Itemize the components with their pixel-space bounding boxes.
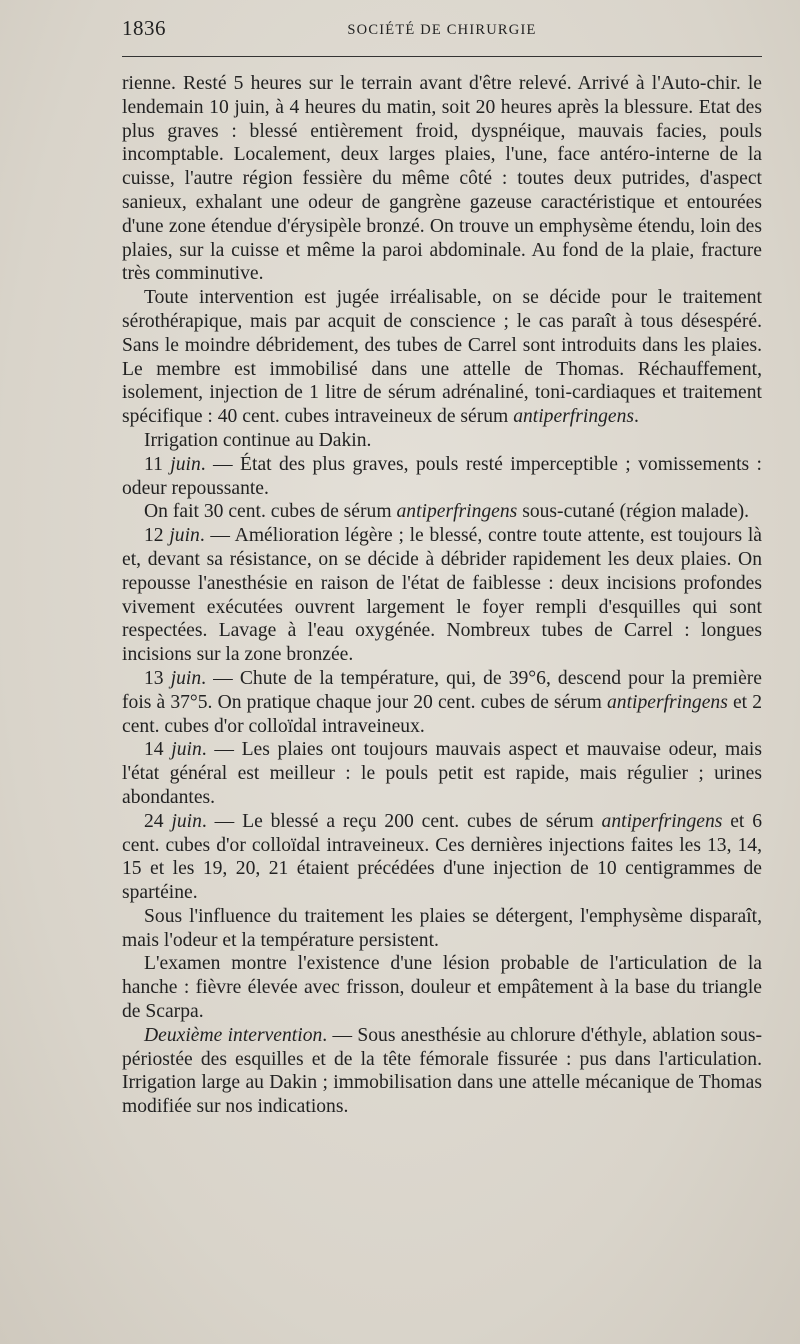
paragraph [122,429,762,453]
page-number: 1836 [122,16,166,40]
paragraph [122,952,762,1023]
text-run: Irrigation continue au Dakin. [144,429,372,451]
text-run: . — Chute de la température, qui, de 39°6, descend pour la première fois à 37°5. On pratique chaque jour 20 cent. cubes de sérum [122,667,762,713]
text-run: sous-cutané (région malade). [517,501,750,523]
italic-text: antiperfringens [607,691,728,713]
text-run: L'examen montre l'existence d'une lésion probable de l'articulation de la hanche : fièvre élevée avec frisson, douleur et empâtement à la base du triangle de Scarpa. [122,953,762,1023]
body-text [122,72,762,1119]
italic-text: antiperfringens [396,501,518,523]
text-run: . — Le blessé a reçu 200 cent. cubes de sérum [201,810,602,832]
header-rule [122,56,762,57]
italic-text: juin [169,525,200,547]
italic-text: juin [170,453,201,475]
text-run: 24 [144,810,172,832]
page-header [122,14,762,48]
text-run: . — Les plaies ont toujours mauvais aspect et mauvaise odeur, mais l'état général est meilleur : le pouls petit est rapide, mais régulier ; urines abondantes. [122,739,762,808]
text-run: 11 [144,453,171,475]
text-run: et 2 cent. cubes d'or colloïdal intraveineux. [122,691,763,737]
italic-text: juin [170,667,202,689]
text-run: et 6 cent. cubes d'or colloïdal intraveineux. Ces dernières injections faites les 13, 14, 15 et les 19, 20, 21 étaient précédées d'une injection de 10 centigrammes de spartéine. [122,810,762,904]
paragraph [122,500,762,524]
text-run: . — État des plus graves, pouls resté imperceptible ; vomissements : odeur repoussante. [122,453,763,499]
paragraph [122,810,762,905]
text-run: 12 [144,525,170,547]
italic-text: juin [171,739,202,761]
paragraph [122,738,762,809]
paragraph [122,905,762,953]
italic-text: antiperfringens [513,406,635,428]
text-run: Sous l'influence du traitement les plaies se détergent, l'emphysème disparaît, mais l'odeur et la température persistent. [122,905,762,951]
italic-text: antiperfringens [601,810,723,832]
paragraph [122,72,762,286]
text-run: . — Sous anesthésie au chlorure d'éthyle, ablation sous-périostée des esquilles et de la tête fémorale fissurée : pus dans l'articulation. Irrigation large au Dakin ; immobilisation dans une attelle mécanique de Thomas modifiée sur nos indications. [122,1024,763,1118]
italic-text: juin [171,810,202,832]
paragraph [122,1024,762,1119]
text-run: Toute intervention est jugée irréalisable, on se décide pour le traitement sérothérapique, mais par acquit de conscience ; le cas paraît à tous désespéré. Sans le moindre débridement, des tubes de Carrel sont introduits dans les plaies. Le membre est immobilisé dans une attelle de Thomas. Réchauffement, isolement, injection de 1 litre de sérum adrénaliné, toni-cardiaques et traitement spécifique : 40 cent. cubes intraveineux de sérum [122,287,762,428]
text-run: 14 [144,739,172,761]
text-run: . [634,406,639,428]
text-run: . — Amélioration légère ; le blessé, contre toute attente, est toujours là et, devant sa résistance, on se décide à débrider rapidement les deux plaies. On repousse l'anesthésie en raison de l'état de faiblesse : deux incisions profondes vivement exécutées ouvrent largement le foyer rempli d'esquilles qui sont respectées. Lavage à l'eau oxygénée. Nombreux tubes de Carrel : longues incisions sur la zone bronzée. [122,525,762,666]
paragraph [122,524,762,667]
paragraph [122,286,762,429]
text-run: rienne. Resté 5 heures sur le terrain avant d'être relevé. Arrivé à l'Auto-chir. le lendemain 10 juin, à 4 heures du matin, soit 20 heures après la blessure. Etat des plus graves : blessé entièrement froid, dyspnéique, mauvais facies, pouls incomptable. Localement, deux larges plaies, l'une, face antéro-interne de la cuisse, l'autre région fessière du même côté : toutes deux putrides, d'aspect sanieux, exhalant une odeur de gangrène gazeuse caractéristique et entourées d'une zone étendue d'érysipèle bronzé. On trouve un emphysème étendu, loin des plaies, sur la cuisse et même la paroi abdominale. Au fond de la plaie, fracture très comminutive. [122,73,762,285]
running-title: SOCIÉTÉ DE CHIRURGIE [347,22,537,38]
text-run: On fait 30 cent. cubes de sérum [144,501,397,523]
paragraph [122,667,762,738]
italic-text: Deuxième intervention [144,1024,323,1046]
paragraph [122,453,762,501]
text-run: 13 [144,667,171,689]
